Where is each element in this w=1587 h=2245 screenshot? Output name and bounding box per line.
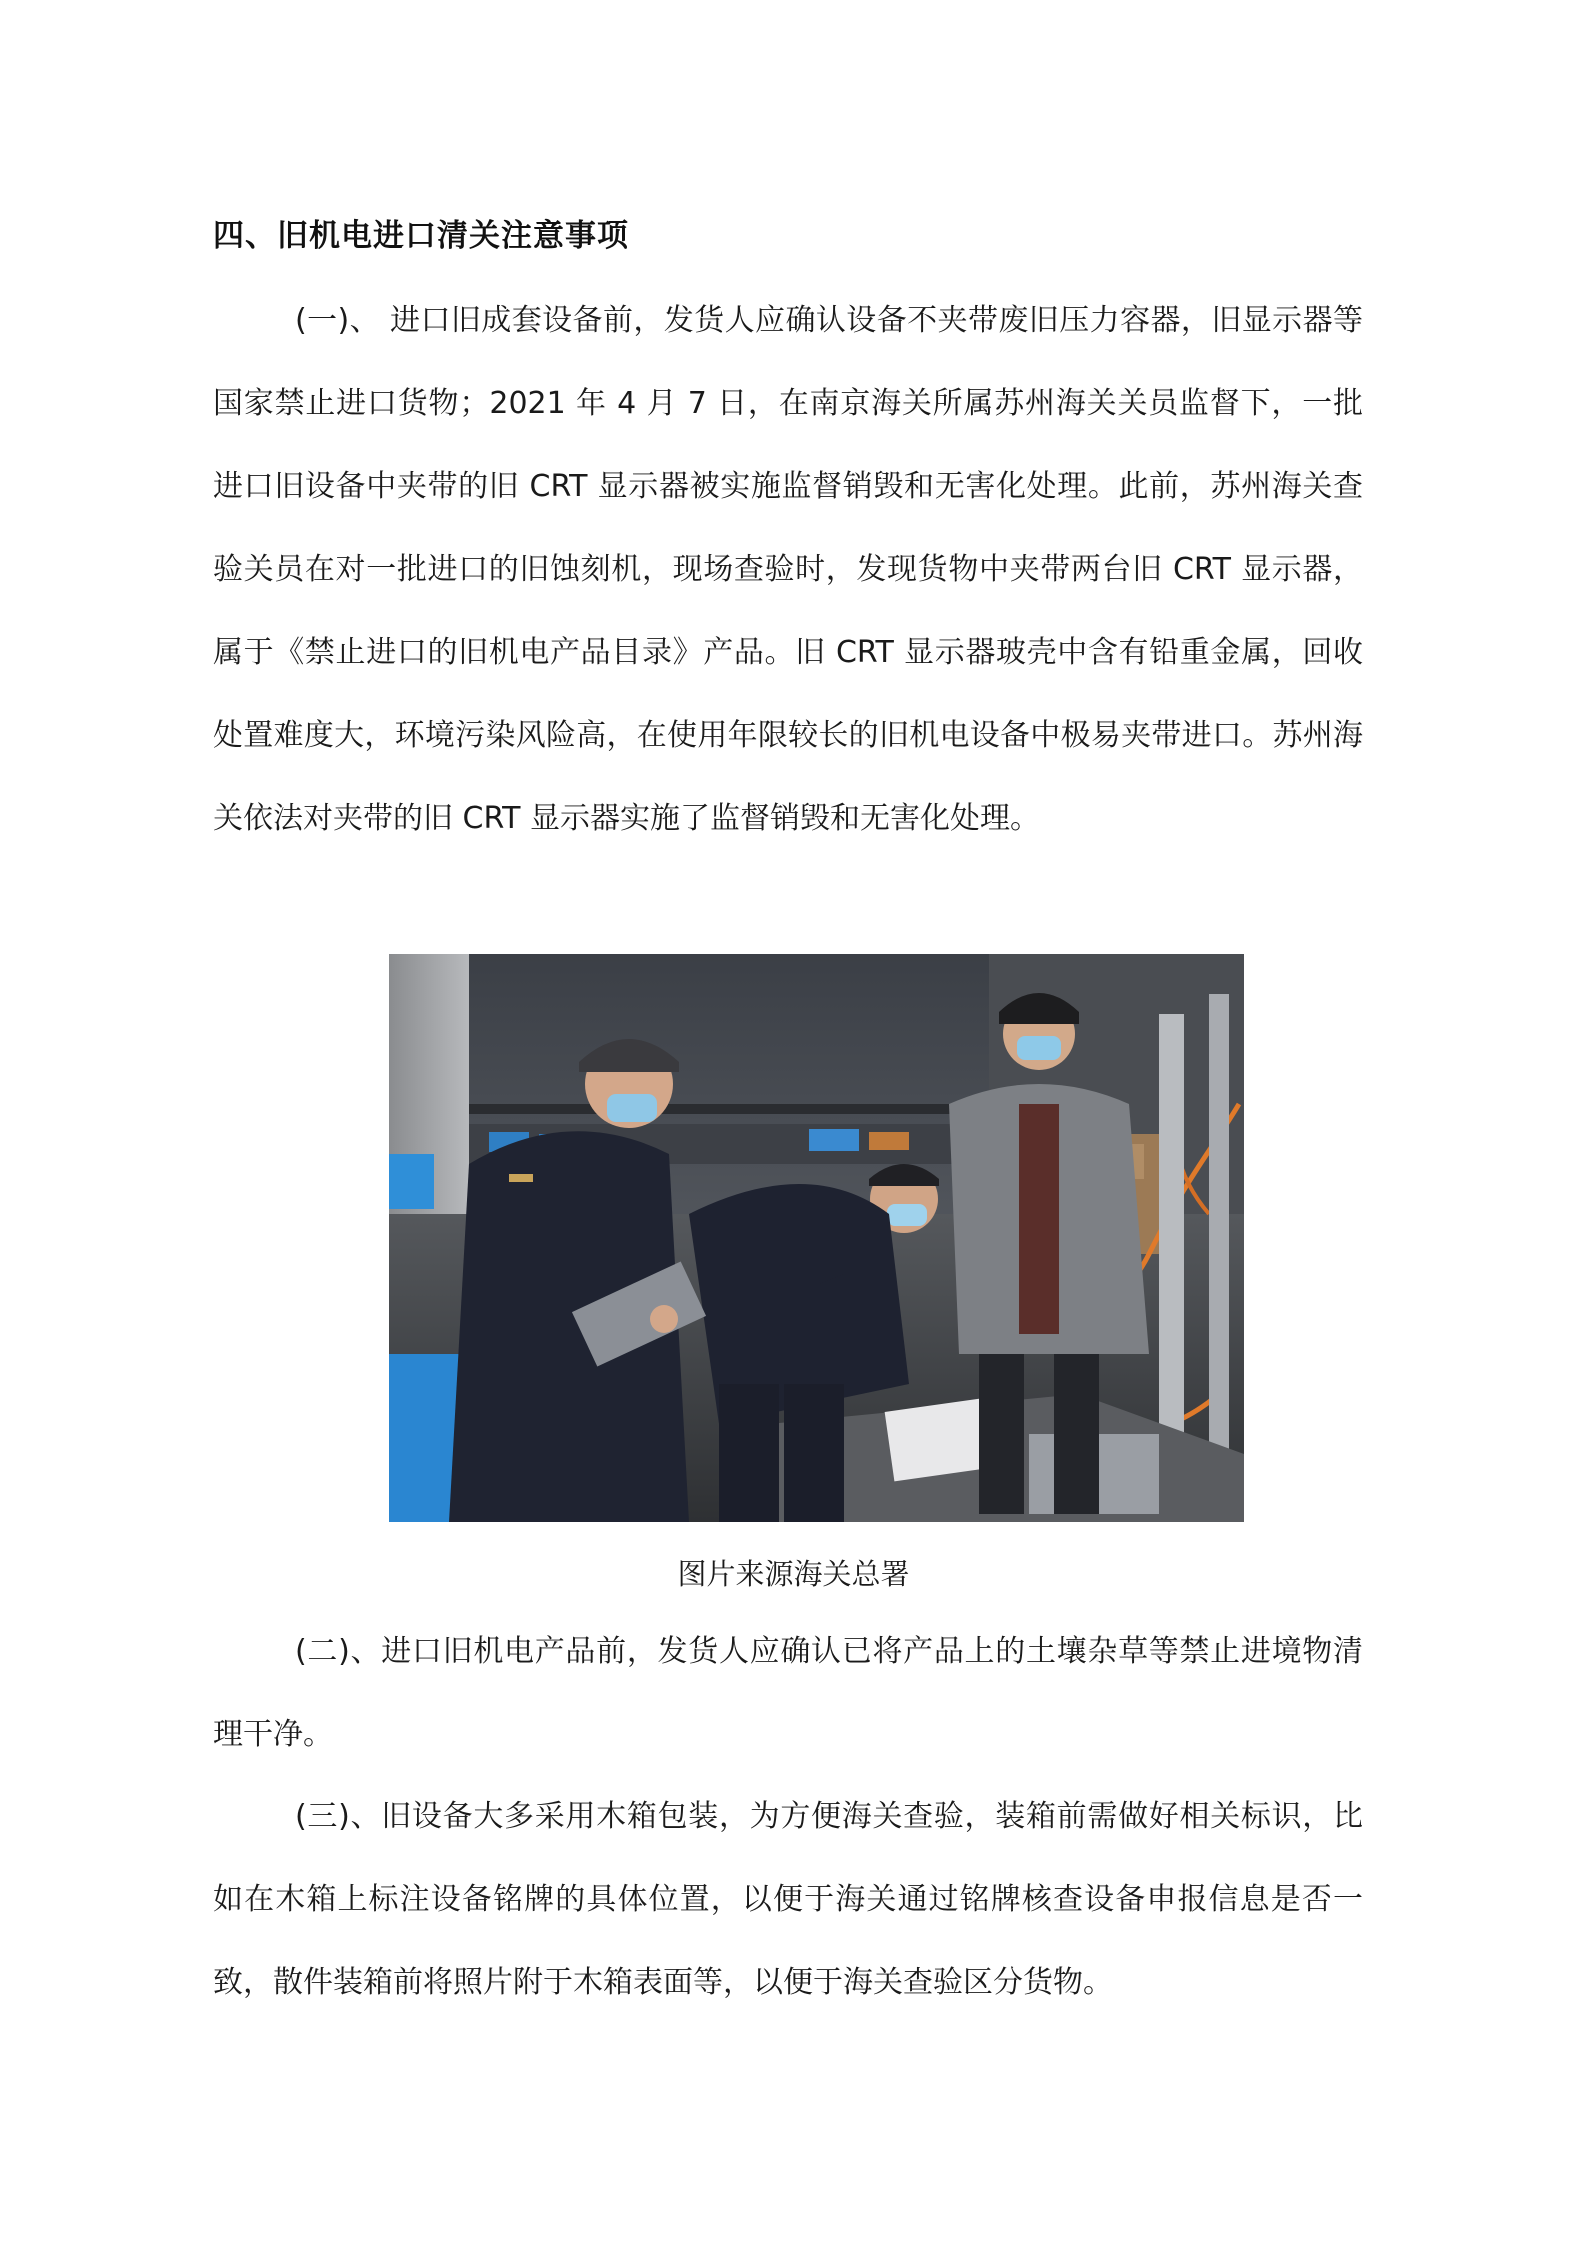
section-heading: 四、旧机电进口清关注意事项 (213, 218, 629, 254)
paragraph-3: (三)、旧设备大多采用木箱包装，为方便海关查验，装箱前需做好相关标识，比如在木箱上标注设备铭牌的具体位置，以便于海关通过铭牌核查设备申报信息是否一致，散件装箱前将照片附于木箱表面等，以便于海关查验区分货物。 (213, 1799, 1363, 2000)
photo-caption: 图片来源海关总署 (677, 1557, 910, 1591)
paragraph-2: (二)、进口旧机电产品前，发货人应确认已将产品上的土壤杂草等禁止进境物清理干净。 (213, 1634, 1363, 1752)
customs-inspection-photo (389, 954, 1244, 1522)
paragraph-1: (一)、 进口旧成套设备前，发货人应确认设备不夹带废旧压力容器，旧显示器等国家禁止进口货物；2021 年 4 月 7 日，在南京海关所属苏州海关关员监督下，一批进口旧设备中夹带的旧 CRT 显示器被实施监督销毁和无害化处理。此前，苏州海关查验关员在对一批进口的旧蚀刻机，现场查验时，发现货物中夹带两台旧 CRT 显示器，属于《禁止进口的旧机电产品目录》产品。旧 CRT 显示器玻壳中含有铅重金属，回收处置难度大，环境污染风险高，在使用年限较长的旧机电设备中极易夹带进口。苏州海关依法对夹带的旧 CRT 显示器实施了监督销毁和无害化处理。 (213, 303, 1363, 836)
photo-illustration (389, 954, 1244, 1522)
